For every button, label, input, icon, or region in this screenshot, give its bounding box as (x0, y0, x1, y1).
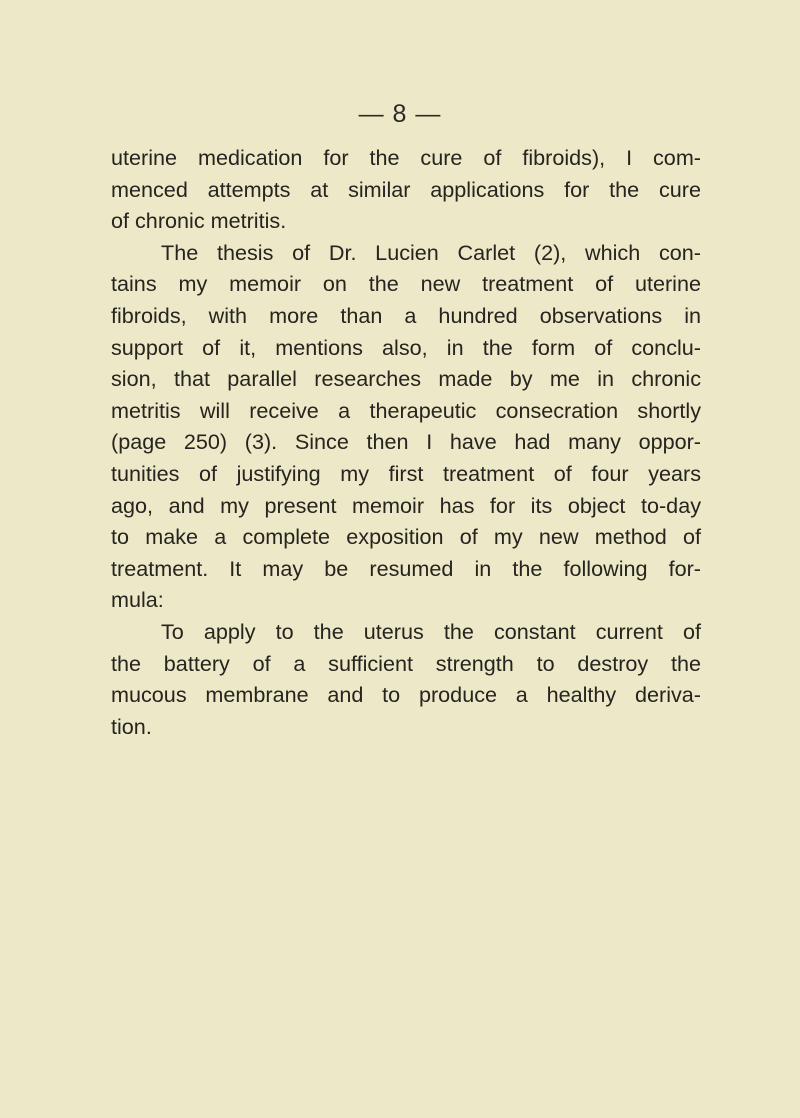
text-line: treatment. It may be resumed in the following for- (111, 555, 701, 581)
text-line: support of it, mentions also, in the form of conclu- (111, 334, 701, 360)
body-text (111, 142, 701, 742)
text-line: tion. (111, 713, 152, 739)
text-line: tains my memoir on the new treatment of uterine (111, 271, 701, 297)
text-line: mula: (111, 587, 164, 613)
text-line: to make a complete exposition of my new method of (111, 524, 701, 550)
text-line: (page 250) (3). Since then I have had many oppor- (111, 429, 701, 455)
text-line: tunities of justifying my first treatment of four years (111, 460, 701, 486)
text-line: sion, that parallel researches made by me in chronic (111, 366, 701, 392)
text-line: The thesis of Dr. Lucien Carlet (2), which con- (161, 239, 701, 265)
text-line: fibroids, with more than a hundred observations in (111, 302, 701, 328)
text-line: menced attempts at similar applications for the cure (111, 176, 701, 202)
text-line: of chronic metritis. (111, 208, 287, 234)
text-line: To apply to the uterus the constant current of (161, 618, 701, 644)
text-line: ago, and my present memoir has for its object to-day (111, 492, 701, 518)
page-number: — 8 — (358, 100, 442, 128)
text-line: mucous membrane and to produce a healthy deriva- (111, 682, 701, 708)
text-line: metritis will receive a therapeutic consecration shortly (111, 397, 701, 423)
text-line: the battery of a sufficient strength to destroy the (111, 650, 701, 676)
text-line: uterine medication for the cure of fibroids), I com- (111, 145, 701, 170)
